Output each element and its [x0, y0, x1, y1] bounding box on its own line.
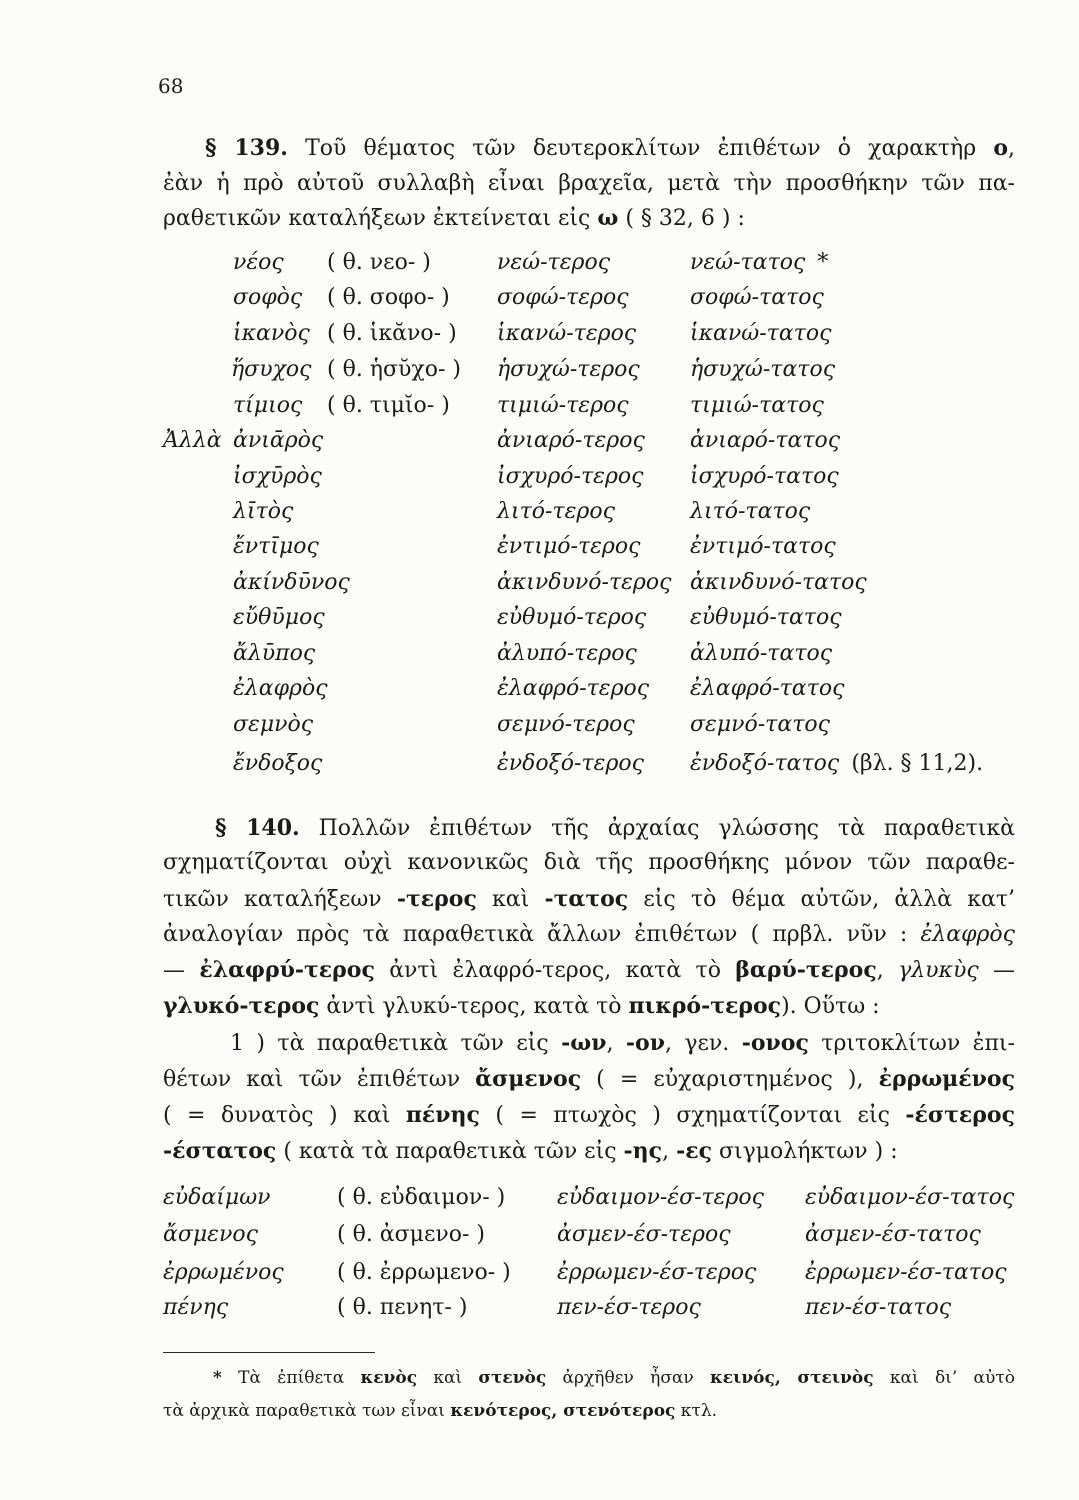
bold-term: κενὸς — [360, 1368, 418, 1388]
comparison-row — [0, 356, 1079, 384]
bold-term: ω — [597, 205, 619, 231]
italic-term: ἐλαφρὸς — [920, 922, 1015, 947]
paragraph-line — [163, 885, 1015, 914]
positive-degree: ἀκίνδῡνος — [233, 570, 350, 595]
bold-term: κενότερος, στενότερος — [450, 1401, 676, 1421]
bold-term: -ες — [676, 1138, 712, 1164]
comparative-degree: ἐλαφρό-τερος — [497, 676, 650, 701]
bold-term: πικρό-τερος — [628, 993, 782, 1019]
comparison-row — [0, 604, 1079, 632]
positive-degree: σεμνὸς — [233, 712, 314, 737]
bold-term: ἐλαφρύ-τερος — [199, 957, 375, 983]
body-text: ( = δυνατὸς ) καὶ — [163, 1103, 406, 1128]
bold-term: ἐρρωμένος — [878, 1066, 1015, 1092]
superlative-degree: ἐλαφρό-τατος — [690, 676, 845, 701]
body-text: — — [978, 958, 1015, 983]
paragraph-line — [163, 956, 1015, 985]
body-text: τὰ ἀρχικὰ παραθετικὰ των εἶναι — [163, 1401, 451, 1421]
conjunction-label: Ἀλλὰ — [163, 428, 222, 453]
superlative-degree: εὐδαιμον-έσ-τατος — [805, 1185, 1015, 1210]
superlative-cell — [690, 249, 828, 277]
stem: ( θ. ἡσῠχο- ) — [327, 357, 461, 382]
bold-term: κεινός, στεινὸς — [710, 1368, 874, 1388]
paragraph-line — [163, 849, 1015, 877]
section-number: § 139. — [205, 135, 288, 161]
positive-degree: ἰσχῡρὸς — [233, 464, 322, 489]
body-text: 1 ) τὰ παραθετικὰ τῶν εἰς — [230, 1031, 562, 1056]
bold-term: -ον — [625, 1030, 665, 1056]
comparison-row — [0, 711, 1079, 739]
body-text: , — [1008, 136, 1016, 161]
positive-degree: ἄσμενος — [163, 1222, 258, 1247]
bold-term: -ων — [561, 1030, 607, 1056]
comparative-degree: ἡσυχώ-τερος — [497, 357, 640, 382]
comparative-degree: εὐδαιμον-έσ-τερος — [557, 1185, 764, 1210]
paragraph-line — [163, 1137, 898, 1166]
comparison-row — [0, 533, 1079, 561]
body-text: καὶ — [417, 1368, 479, 1388]
comparison-row — [0, 750, 1079, 778]
body-text: ( = πτωχὸς ) σχηματίζονται εἰς — [479, 1103, 906, 1128]
body-text: ἐὰν ἡ πρὸ αὐτοῦ συλλαβὴ εἶναι βραχεῖα, μετὰ τὴν προσθήκην τῶν πα- — [163, 171, 1015, 196]
bold-term: βαρύ-τερος — [735, 957, 877, 983]
positive-degree: ἄλῡπος — [233, 641, 316, 666]
positive-degree: ἐρρωμένος — [163, 1260, 284, 1285]
body-text: , — [876, 958, 899, 983]
section-number: § 140. — [215, 815, 300, 841]
bold-term: -τατος — [544, 886, 629, 912]
body-text: Πολλῶν ἐπιθέτων τῆς ἀρχαίας γλώσσης τὰ παραθετικὰ — [299, 816, 1015, 841]
paragraph-line — [205, 134, 1015, 163]
body-text: ( κατὰ τὰ παραθετικὰ τῶν εἰς — [276, 1139, 624, 1164]
bold-term: -ονος — [741, 1030, 809, 1056]
comparative-degree: εὐθυμό-τερος — [497, 605, 647, 630]
bold-term: -τερος — [396, 886, 477, 912]
comparison-row — [0, 463, 1079, 491]
superlative-degree: νεώ-τατος — [690, 250, 806, 275]
bold-term: γλυκό-τερος — [163, 993, 320, 1019]
comparative-degree: σεμνό-τερος — [497, 712, 635, 737]
comparative-degree: ἀνιαρό-τερος — [497, 428, 645, 453]
stem: ( θ. νεο- ) — [327, 250, 431, 275]
body-text: τριτοκλίτων ἐπι- — [808, 1031, 1015, 1056]
paragraph-line — [163, 921, 1015, 949]
body-text: ραθετικῶν καταλήξεων ἐκτείνεται εἰς — [163, 206, 598, 231]
superlative-degree: ἐρρωμεν-έσ-τατος — [805, 1260, 1007, 1285]
body-text: ( = εὐχαριστημένος ), — [581, 1067, 879, 1092]
comparative-degree: ἐνδοξό-τερος — [497, 751, 644, 776]
superlative-degree: ἀλυπό-τατος — [690, 641, 833, 666]
superlative-degree: σεμνό-τατος — [690, 712, 830, 737]
comparison-row — [0, 675, 1079, 703]
superlative-degree: ἀσμεν-έσ-τατος — [805, 1222, 981, 1247]
comparison-row — [0, 1221, 1079, 1249]
bold-term: -έστατος — [163, 1138, 277, 1164]
body-text: καὶ δι’ αὐτὸ — [873, 1368, 1015, 1388]
body-text: ( § 32, 6 ) : — [618, 206, 745, 231]
footnote-line — [163, 1400, 717, 1422]
body-text: , γεν. — [664, 1031, 742, 1056]
positive-degree: ἔντῑμος — [233, 534, 319, 559]
comparative-degree: ἰσχυρό-τερος — [497, 464, 644, 489]
positive-degree: εὔθῡμος — [233, 605, 325, 630]
comparative-degree: ἐντιμό-τερος — [497, 534, 641, 559]
body-text: ἀντὶ γλυκύ-τερος, κατὰ τὸ — [319, 994, 629, 1019]
bold-term: -έστερος — [905, 1102, 1015, 1128]
body-text: — — [163, 958, 200, 983]
positive-degree: ἱκανὸς — [233, 321, 310, 346]
paragraph-line — [163, 204, 745, 233]
superlative-degree: τιμιώ-τατος — [690, 393, 824, 418]
paragraph-line — [163, 170, 1015, 198]
superlative-degree: ἰσχυρό-τατος — [690, 464, 839, 489]
paragraph-line — [215, 814, 1015, 843]
superlative-degree: πεν-έσ-τατος — [805, 1295, 952, 1320]
body-text: θέτων καὶ τῶν ἐπιθέτων — [163, 1067, 476, 1092]
footnote-marker: * — [213, 1368, 222, 1388]
positive-degree: ἐλαφρὸς — [233, 676, 328, 701]
superlative-degree: σοφώ-τατος — [690, 285, 824, 310]
cross-reference: (βλ. § 11,2). — [851, 751, 984, 776]
comparison-row — [0, 392, 1079, 420]
positive-degree: εὐδαίμων — [163, 1185, 271, 1210]
comparative-degree: ἐρρωμεν-έσ-τερος — [557, 1260, 757, 1285]
positive-degree: λῑτὸς — [233, 499, 294, 524]
comparison-row — [0, 640, 1079, 668]
comparative-degree: ἱκανώ-τερος — [497, 321, 637, 346]
comparison-row — [0, 284, 1079, 312]
comparison-row — [0, 569, 1079, 597]
body-text: σιγμολήκτων ) : — [711, 1139, 898, 1164]
comparison-row — [0, 427, 1079, 455]
body-text: σχηματίζονται οὐχὶ κανονικῶς διὰ τῆς προσθήκης μόνον τῶν παραθε- — [163, 850, 1015, 875]
superlative-degree: λιτό-τατος — [690, 499, 811, 524]
stem: ( θ. τιμῐο- ) — [327, 393, 450, 418]
body-text: , — [606, 1031, 626, 1056]
comparative-degree: λιτό-τερος — [497, 499, 615, 524]
comparison-row — [0, 249, 1079, 277]
paragraph-line — [163, 992, 880, 1021]
body-text: , — [662, 1139, 677, 1164]
stem: ( θ. ἀσμενο- ) — [337, 1222, 486, 1247]
superlative-degree: ἡσυχώ-τατος — [690, 357, 836, 382]
bold-term: -ης — [623, 1138, 663, 1164]
page-number: 68 — [158, 74, 184, 98]
positive-degree: τίμιος — [233, 393, 303, 418]
body-text: καὶ — [476, 887, 545, 912]
footnote-rule — [163, 1352, 375, 1353]
comparison-row — [0, 1294, 1079, 1322]
bold-term: ο — [993, 135, 1009, 161]
comparison-row — [0, 1259, 1079, 1287]
comparison-row — [0, 1184, 1079, 1212]
positive-degree: σοφὸς — [233, 285, 303, 310]
footnote-marker: * — [817, 250, 829, 275]
superlative-cell — [690, 750, 983, 778]
stem: ( θ. εὐδαιμον- ) — [337, 1185, 506, 1210]
bold-term: ἄσμενος — [475, 1066, 582, 1092]
superlative-degree: ἐντιμό-τατος — [690, 534, 836, 559]
body-text: ἀρχῆθεν ἦσαν — [546, 1368, 711, 1388]
comparative-degree: πεν-έσ-τερος — [557, 1295, 701, 1320]
stem: ( θ. σοφο- ) — [327, 285, 450, 310]
stem: ( θ. ἐρρωμενο- ) — [337, 1260, 511, 1285]
paragraph-line — [163, 1065, 1015, 1094]
body-text: κτλ. — [675, 1401, 718, 1421]
paragraph-line — [230, 1029, 1015, 1058]
stem: ( θ. ἱκᾰνο- ) — [327, 321, 457, 346]
bold-term: στενὸς — [478, 1368, 547, 1388]
positive-degree: πένης — [163, 1295, 229, 1320]
comparative-degree: τιμιώ-τερος — [497, 393, 629, 418]
positive-degree: ἔνδοξος — [233, 751, 323, 776]
body-text: ἀντὶ ἐλαφρό-τερος, κατὰ τὸ — [374, 958, 736, 983]
body-text: τικῶν καταλήξεων — [163, 887, 397, 912]
footnote-line — [213, 1367, 1015, 1389]
comparison-row — [0, 320, 1079, 348]
paragraph-line — [163, 1101, 1015, 1130]
italic-term: γλυκὺς — [898, 958, 979, 983]
bold-term: πένης — [405, 1102, 480, 1128]
comparative-degree: ἀσμεν-έσ-τερος — [557, 1222, 731, 1247]
superlative-degree: ἱκανώ-τατος — [690, 321, 832, 346]
body-text: Τοῦ θέματος τῶν δευτεροκλίτων ἐπιθέτων ὁ χαρακτὴρ — [287, 136, 994, 161]
superlative-degree: ἀκινδυνό-τατος — [690, 570, 867, 595]
superlative-degree: εὐθυμό-τατος — [690, 605, 842, 630]
superlative-degree: ἐνδοξό-τατος — [690, 751, 840, 776]
comparative-degree: ἀλυπό-τερος — [497, 641, 637, 666]
stem: ( θ. πενητ- ) — [337, 1295, 468, 1320]
comparative-degree: ἀκινδυνό-τερος — [497, 570, 672, 595]
positive-degree: ἥσυχος — [231, 357, 312, 382]
body-text: Τὰ ἐπίθετα — [221, 1368, 361, 1388]
comparative-degree: νεώ-τερος — [497, 250, 611, 275]
superlative-degree: ἀνιαρό-τατος — [690, 428, 841, 453]
comparison-row — [0, 498, 1079, 526]
body-text: ). Οὕτω : — [781, 994, 880, 1019]
comparative-degree: σοφώ-τερος — [497, 285, 629, 310]
body-text: εἰς τὸ θέμα αὐτῶν, ἀλλὰ κατ’ — [628, 887, 1015, 912]
positive-degree: νέος — [233, 250, 284, 275]
body-text: ἀναλογίαν πρὸς τὰ παραθετικὰ ἄλλων ἐπιθέτων ( πρβλ. νῦν : — [163, 922, 921, 947]
positive-degree: ἀνιᾱρὸς — [233, 428, 324, 453]
